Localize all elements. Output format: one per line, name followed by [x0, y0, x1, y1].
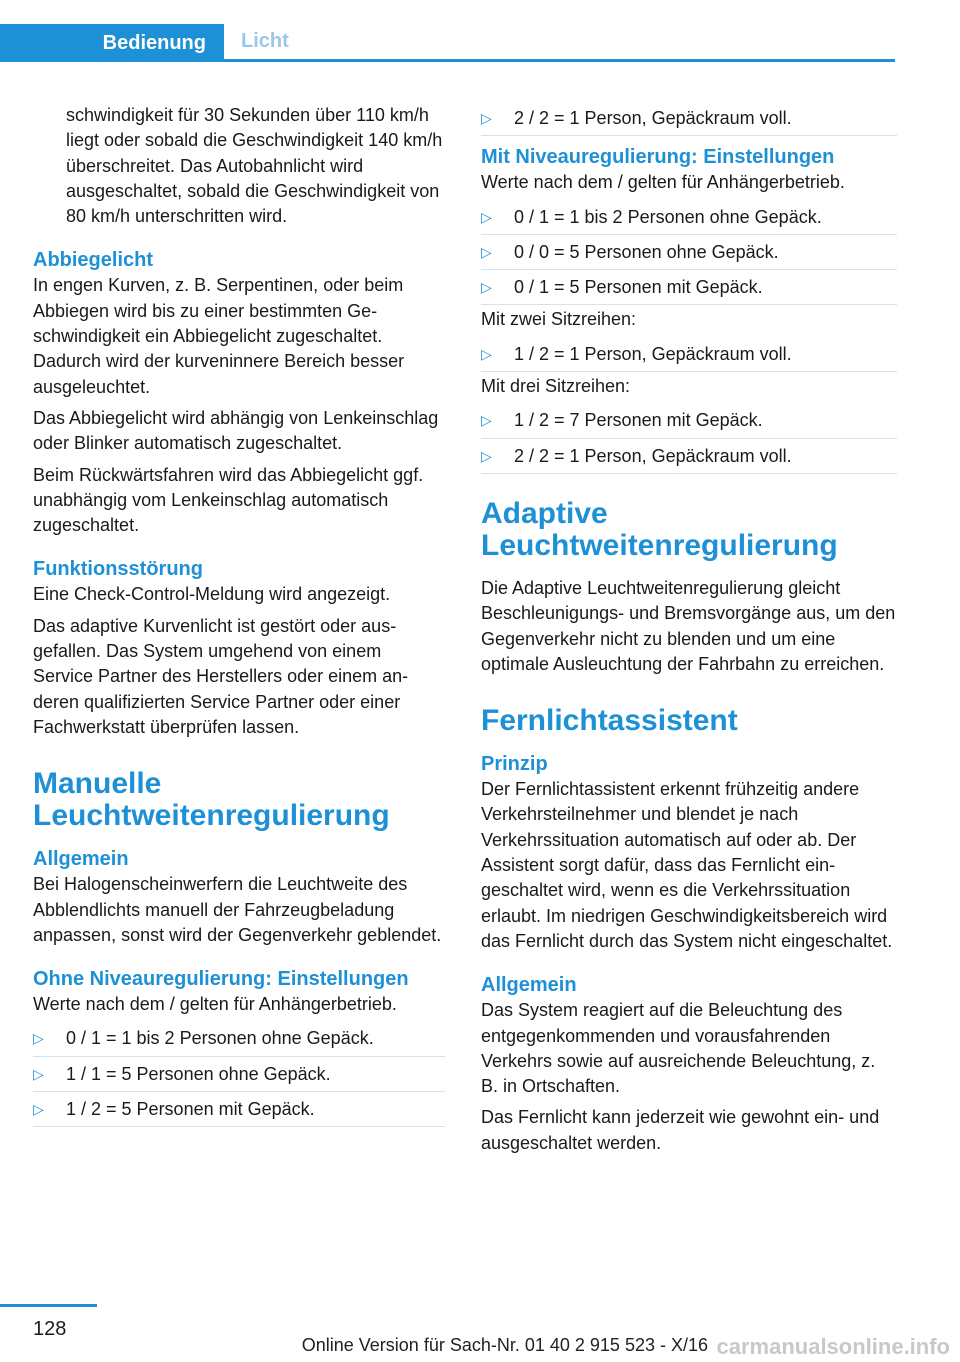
heading-allgemein: Allgemein [33, 848, 129, 871]
triangle-right-icon: ▷ [481, 279, 492, 296]
list-item: ▷ 1 / 2 = 7 Personen mit Gepäck. [481, 405, 897, 438]
triangle-right-icon: ▷ [481, 412, 492, 429]
paragraph: Werte nach dem / gelten für Anhängerbetrieb. [33, 994, 397, 1015]
footer-divider [0, 1304, 97, 1307]
paragraph: Das Abbiegelicht wird abhängig von Lenkeinschlag oder Blinker automatisch zugeschaltet. [33, 407, 439, 454]
list-item: ▷ 1 / 1 = 5 Personen ohne Gepäck. [33, 1059, 445, 1092]
paragraph: Das Fernlicht kann jederzeit wie gewohnt ein- und ausgeschaltet werden. [481, 1107, 880, 1153]
paragraph: schwindigkeit für 30 Sekunden über 110 km/h liegt oder sobald die Geschwindigkeit 140 km/h überschreitet. Das Autobahnlicht wird ausgeschaltet, sobald die Geschwindigkeit von 80 km/h unterschritten wird. [66, 105, 443, 227]
heading-ohne-niveauregulierung: Ohne Niveauregulierung: Einstellungen [33, 968, 409, 991]
list-item: ▷ 1 / 2 = 5 Personen mit Gepäck. [33, 1094, 445, 1127]
list-item: ▷ 1 / 2 = 1 Person, Gepäckraum voll. [481, 339, 897, 372]
paragraph: In engen Kurven, z. B. Serpentinen, oder beim Abbiegen wird bis zu einer bestimmten Geschwindigkeit ein Abbiegelicht zugeschaltet. Dadurch wird der kurveninnere Bereich besser ausgeleuchtet. [33, 275, 405, 397]
heading-abbiegelicht: Abbiegelicht [33, 249, 154, 272]
triangle-right-icon: ▷ [481, 447, 492, 464]
paragraph: Eine Check-Control-Meldung wird angezeigt. [33, 584, 391, 605]
heading-allgemein: Allgemein [481, 974, 577, 997]
paragraph: Beim Rückwärtsfahren wird das Abbiegelicht ggf. unabhängig vom Lenkeinschlag automatisch zugeschaltet. [33, 464, 424, 536]
triangle-right-icon: ▷ [33, 1065, 44, 1082]
watermark: carmanualsonline.info [716, 1334, 950, 1359]
triangle-right-icon: ▷ [481, 208, 492, 225]
heading-prinzip: Prinzip [481, 753, 548, 776]
triangle-right-icon: ▷ [481, 345, 492, 362]
paragraph: Die Adaptive Leuchtweitenregulierung gleicht Beschleunigungs- und Bremsvorgänge aus, um den Gegenverkehr nicht zu blenden und um eine optimale Ausleuchtung der Fahrbahn zu erreichen. [481, 577, 896, 674]
paragraph: Werte nach dem / gelten für Anhängerbetrieb. [481, 172, 845, 193]
triangle-right-icon: ▷ [33, 1101, 44, 1118]
heading-adaptive-leuchtweitenregulierung: Adaptive Leuchtweitenregulierung [481, 496, 838, 562]
list-item: ▷ 2 / 2 = 1 Person, Gepäckraum voll. [481, 441, 897, 474]
heading-manuelle-leuchtweitenregulierung: Manuelle Leuchtweitenregulierung [33, 767, 390, 833]
paragraph: Mit drei Sitzreihen: [481, 376, 631, 397]
triangle-right-icon: ▷ [33, 1030, 44, 1047]
page-header [0, 0, 895, 62]
paragraph: Mit zwei Sitzreihen: [481, 309, 637, 330]
triangle-right-icon: ▷ [481, 110, 492, 126]
online-version-note: Online Version für Sach-Nr. 01 40 2 915 523 - X/16 [301, 1335, 708, 1355]
heading-funktionsstoerung: Funktionsstörung [33, 558, 203, 581]
heading-fernlichtassistent: Fernlichtassistent [481, 704, 738, 738]
right-column [481, 103, 897, 1162]
section-tab-bedienung[interactable]: Bedienung [0, 24, 224, 62]
triangle-right-icon: ▷ [481, 243, 492, 260]
list-item: ▷ 0 / 1 = 5 Personen mit Gepäck. [481, 272, 897, 305]
left-column [33, 103, 445, 1129]
paragraph: Das adaptive Kurvenlicht ist gestört oder ausgefallen. Das System umgehend von einem Service Partner des Herstellers oder einem anderen qualifizierten Service Partner oder einer Fachwerkstatt überprüfen lassen. [33, 615, 409, 737]
section-tab-licht[interactable]: Licht [241, 30, 289, 52]
heading-mit-niveauregulierung: Mit Niveauregulierung: Einstellungen [481, 146, 835, 169]
paragraph: Das System reagiert auf die Beleuchtung des entgegenkommenden und vorausfahrenden Verkehrs sowie auf ausreichende Beleuchtung, z. B. in Ortschaften. [481, 1000, 876, 1097]
paragraph: Der Fernlichtassistent erkennt frühzeitig andere Verkehrsteilnehmer und blendet je nach Verkehrssituation automatisch auf oder ab. Der Assistent sorgt dafür, dass das Fernlicht eingeschaltet wird, wenn es die Verkehrssituation erlaubt. Im niedrigen Geschwindigkeitsbereich wird das Fernlicht durch das System nicht eingeschaltet. [481, 779, 893, 951]
header-divider [0, 59, 895, 62]
paragraph: Bei Halogenscheinwerfern die Leuchtweite des Abblendlichts manuell der Fahrzeugbeladung anpassen, sonst wird der Gegenverkehr geblendet. [33, 874, 442, 945]
list-item: ▷ 2 / 2 = 1 Person, Gepäckraum voll. [481, 103, 897, 136]
list-item: ▷ 0 / 1 = 1 bis 2 Personen ohne Gepäck. [33, 1023, 445, 1056]
list-item: ▷ 0 / 0 = 5 Personen ohne Gepäck. [481, 237, 897, 270]
page-number: 128 [33, 1318, 67, 1340]
list-item: ▷ 0 / 1 = 1 bis 2 Personen ohne Gepäck. [481, 202, 897, 235]
